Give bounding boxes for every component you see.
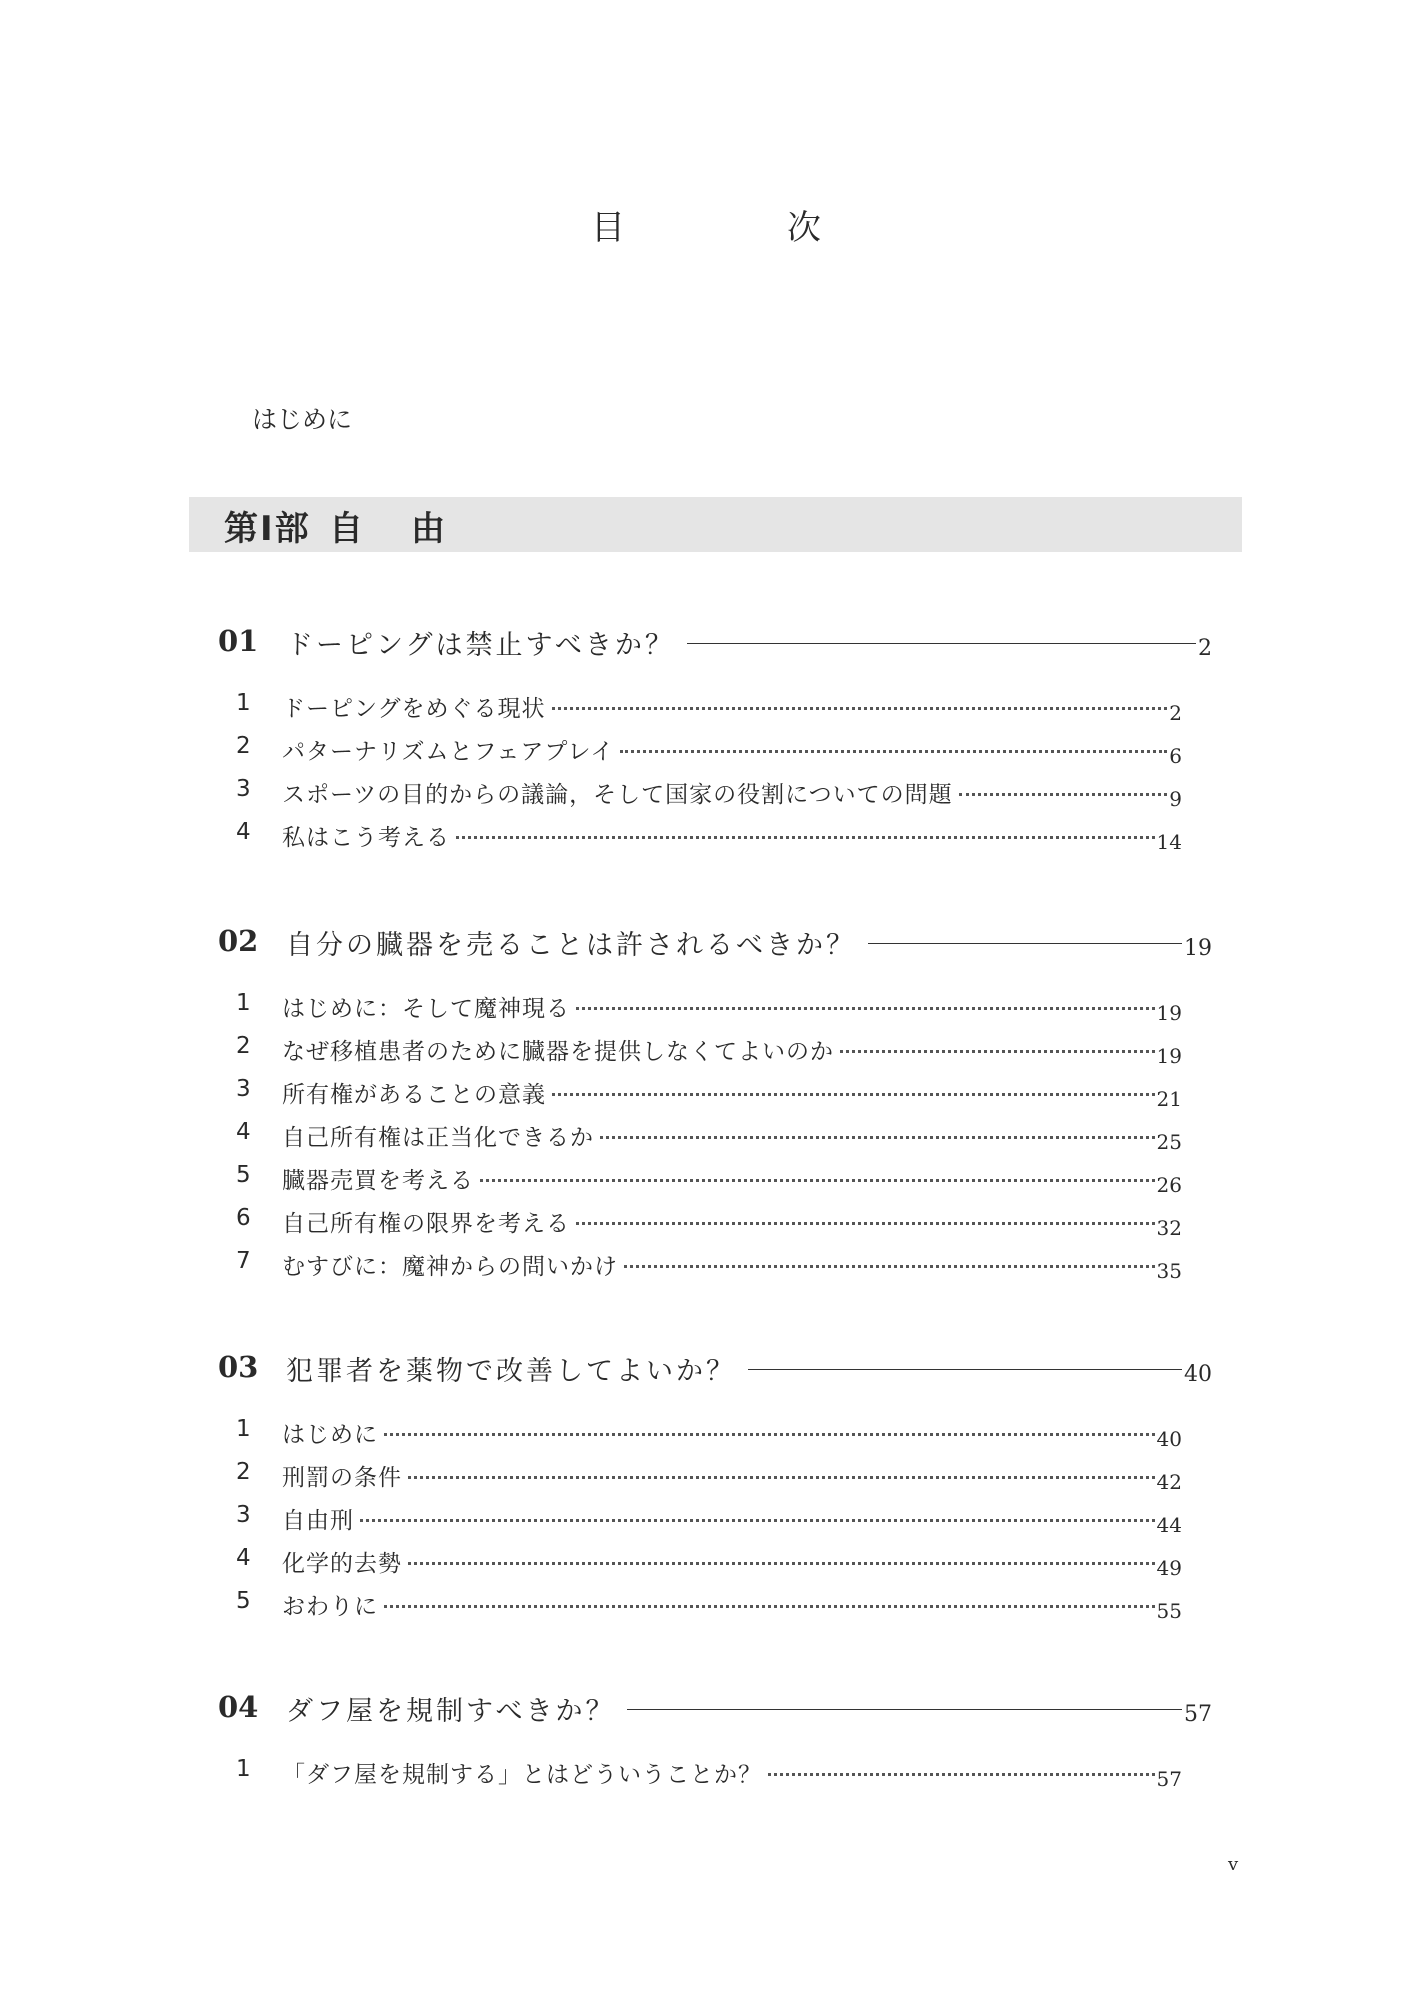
dot-leader (552, 707, 1168, 710)
section-number: 2 (236, 733, 251, 759)
section-number: 5 (236, 1162, 251, 1188)
intro-entry[interactable]: はじめに (252, 405, 353, 434)
leader-rule (748, 1369, 1182, 1370)
dot-leader (620, 750, 1167, 753)
toc-entry[interactable] (236, 990, 1182, 1024)
toc-entry[interactable] (236, 1248, 1182, 1282)
section-page: 19 (1156, 1044, 1182, 1068)
section-title: はじめに：そして魔神現る (282, 996, 570, 1022)
toc-entry[interactable] (236, 1033, 1182, 1067)
section-number: 3 (236, 1076, 251, 1102)
dot-leader (959, 793, 1168, 796)
chapter-title: ドーピングは禁止すべきか？ (286, 629, 675, 661)
dot-leader (384, 1433, 1155, 1436)
section-title: 刑罰の条件 (282, 1465, 402, 1491)
dot-leader (480, 1179, 1155, 1182)
section-number: 2 (236, 1459, 251, 1485)
section-page: 57 (1156, 1767, 1182, 1791)
section-title: 化学的去勢 (282, 1551, 402, 1577)
chapter-heading[interactable] (218, 622, 1212, 662)
section-page: 49 (1156, 1556, 1182, 1580)
section-title: 自己所有権は正当化できるか (282, 1125, 594, 1151)
toc-entry[interactable] (236, 1545, 1182, 1579)
section-title: おわりに (282, 1594, 378, 1620)
section-title: 所有権があることの意義 (282, 1082, 546, 1108)
section-title: 自己所有権の限界を考える (282, 1211, 570, 1237)
section-title: はじめに (282, 1422, 378, 1448)
dot-leader (600, 1136, 1155, 1139)
chapter-heading[interactable] (218, 1688, 1212, 1728)
section-number: 2 (236, 1033, 251, 1059)
section-page: 35 (1156, 1259, 1182, 1283)
section-title: 「ダフ屋を規制する」とはどういうことか？ (282, 1762, 762, 1788)
section-page: 32 (1156, 1216, 1182, 1240)
toc-entry[interactable] (236, 1162, 1182, 1196)
section-number: 4 (236, 1545, 251, 1571)
section-number: 1 (236, 1756, 251, 1782)
toc-entry[interactable] (236, 1459, 1182, 1493)
chapter-heading[interactable] (218, 922, 1212, 962)
section-page: 26 (1156, 1173, 1182, 1197)
section-number: 1 (236, 690, 251, 716)
section-number: 6 (236, 1205, 251, 1231)
section-title: スポーツの目的からの議論，そして国家の役割についての問題 (282, 782, 953, 808)
chapter-number: 01 (218, 624, 259, 658)
section-title: パターナリズムとフェアプレイ (282, 739, 615, 765)
section-number: 3 (236, 776, 251, 802)
section-title: なぜ移植患者のために臓器を提供しなくてよいのか (282, 1039, 834, 1065)
leader-rule (627, 1709, 1182, 1710)
chapter-title: ダフ屋を規制すべきか？ (286, 1695, 616, 1727)
dot-leader (408, 1476, 1155, 1479)
section-title: 臓器売買を考える (282, 1168, 474, 1194)
section-page: 21 (1156, 1087, 1182, 1111)
chapter-page: 40 (1184, 1361, 1212, 1387)
toc-entry[interactable] (236, 1076, 1182, 1110)
page-title: 目 次 (591, 208, 885, 248)
chapter-page: 57 (1184, 1701, 1212, 1727)
section-page: 19 (1156, 1001, 1182, 1025)
toc-entry[interactable] (236, 733, 1182, 767)
section-title: ドーピングをめぐる現状 (282, 696, 546, 722)
section-page: 6 (1169, 744, 1182, 768)
section-page: 55 (1156, 1599, 1182, 1623)
toc-entry[interactable] (236, 819, 1182, 853)
section-number: 4 (236, 819, 251, 845)
section-number: 1 (236, 990, 251, 1016)
toc-entry[interactable] (236, 776, 1182, 810)
dot-leader (456, 836, 1155, 839)
section-title: 私はこう考える (282, 825, 450, 851)
toc-entry[interactable] (236, 1119, 1182, 1153)
page-number: v (1228, 1854, 1239, 1875)
section-number: 1 (236, 1416, 251, 1442)
section-page: 2 (1169, 701, 1182, 725)
chapter-page: 19 (1184, 935, 1212, 961)
section-page: 14 (1156, 830, 1182, 854)
dot-leader (624, 1265, 1155, 1268)
toc-entry[interactable] (236, 1756, 1182, 1790)
section-title: 自由刑 (282, 1508, 354, 1534)
dot-leader (408, 1562, 1155, 1565)
dot-leader (576, 1007, 1155, 1010)
toc-entry[interactable] (236, 1588, 1182, 1622)
section-number: 4 (236, 1119, 251, 1145)
dot-leader (768, 1773, 1155, 1776)
section-number: 5 (236, 1588, 251, 1614)
dot-leader (360, 1519, 1155, 1522)
chapter-heading[interactable] (218, 1348, 1212, 1388)
dot-leader (552, 1093, 1155, 1096)
part-label: 第Ⅰ部 (224, 509, 311, 549)
leader-rule (687, 643, 1196, 644)
section-page: 44 (1156, 1513, 1182, 1537)
section-page: 25 (1156, 1130, 1182, 1154)
dot-leader (840, 1050, 1155, 1053)
section-number: 3 (236, 1502, 251, 1528)
toc-entry[interactable] (236, 1502, 1182, 1536)
section-number: 7 (236, 1248, 251, 1274)
chapter-title: 自分の臓器を売ることは許されるべきか？ (286, 929, 856, 961)
chapter-number: 03 (218, 1350, 259, 1384)
chapter-number: 02 (218, 924, 259, 958)
chapter-title: 犯罪者を薬物で改善してよいか？ (286, 1355, 736, 1387)
part-heading (189, 497, 1242, 552)
chapter-page: 2 (1198, 635, 1212, 661)
toc-entry[interactable] (236, 690, 1182, 724)
section-title: むすびに：魔神からの問いかけ (282, 1254, 618, 1280)
toc-entry[interactable] (236, 1205, 1182, 1239)
part-name: 自由 (329, 509, 493, 549)
chapter-number: 04 (218, 1690, 259, 1724)
section-page: 40 (1156, 1427, 1182, 1451)
dot-leader (576, 1222, 1155, 1225)
leader-rule (868, 943, 1182, 944)
toc-entry[interactable] (236, 1416, 1182, 1450)
dot-leader (384, 1605, 1155, 1608)
section-page: 42 (1156, 1470, 1182, 1494)
section-page: 9 (1169, 787, 1182, 811)
